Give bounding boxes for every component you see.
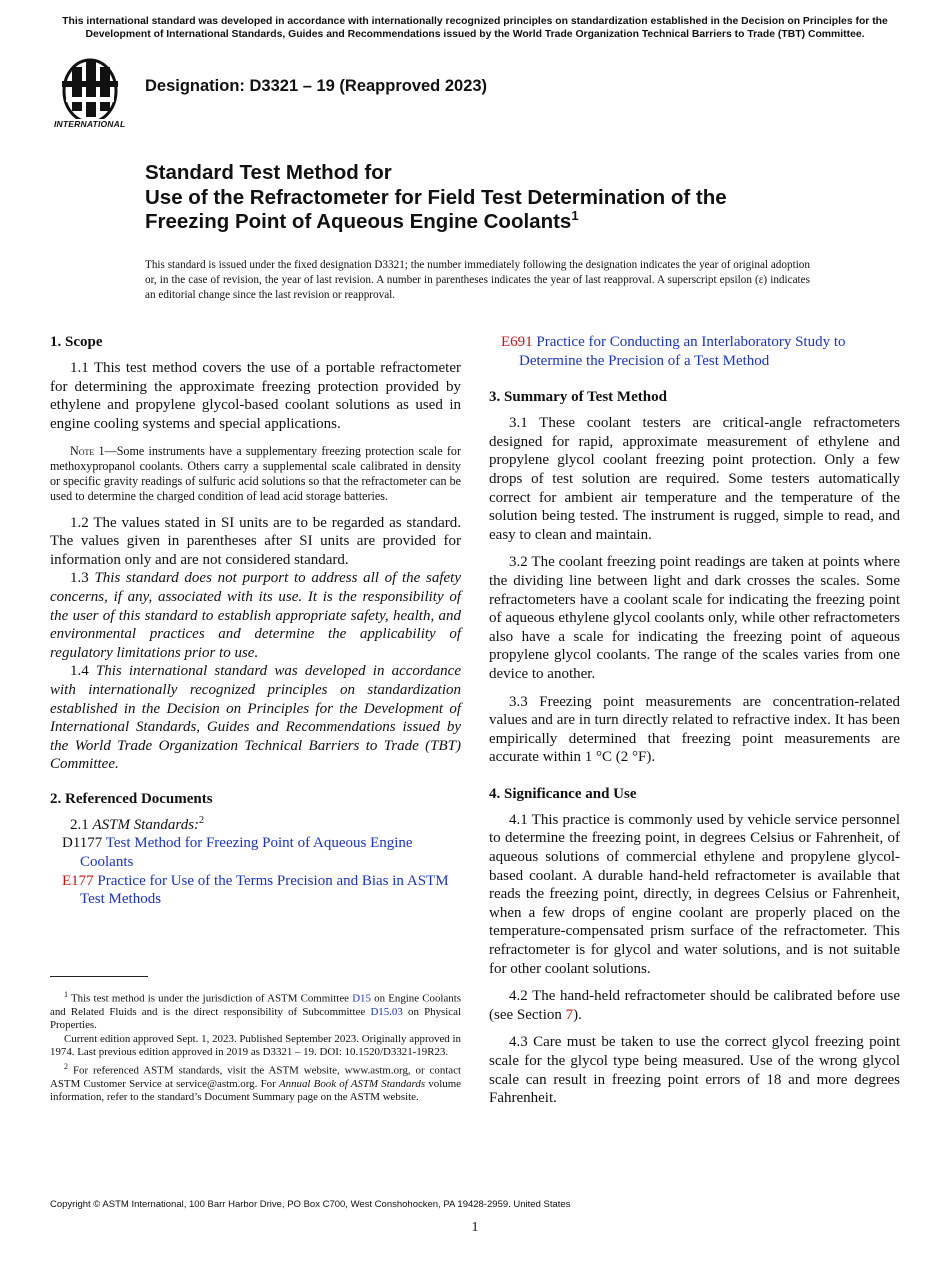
committee-d15-link[interactable]: D15 bbox=[352, 992, 371, 1005]
title-line-2: Use of the Refractometer for Field Test Determination of the bbox=[145, 185, 727, 209]
logo-wordmark: INTERNATIONAL bbox=[54, 119, 126, 129]
paragraph-4-2: 4.2 The hand-held refractometer should be calibrated before use (see Section 7). bbox=[489, 988, 900, 1023]
title-line-1: Standard Test Method for bbox=[145, 161, 392, 184]
section-2-heading: 2. Referenced Documents bbox=[50, 790, 213, 807]
paragraph-3-3: 3.3 Freezing point measurements are concentration-related values and are in turn directly related to refractive index. It has been empirically determined that freezing point measurements are accurate within 1 °C (2 °F). bbox=[489, 693, 900, 766]
international-standard-notice: This international standard was developed in accordance with internationally recognized principles on standardization established in the Decision on Principles for the Development of International Standards, Guides and Recommendations issued by the World Trade Organization Technical Barriers to Trade (TBT) Committee. bbox=[62, 16, 888, 40]
reference-d1177-link[interactable]: Test Method for Freezing Point of Aqueous Engine Coolants bbox=[80, 835, 413, 871]
title-footnote-mark: 1 bbox=[571, 208, 579, 223]
paragraph-2-1: 2.1 ASTM Standards:$^2$ bbox=[70, 814, 205, 833]
footnote-rule bbox=[50, 976, 148, 977]
section-4-heading: 4. Significance and Use bbox=[489, 785, 637, 802]
page-number: 1 bbox=[471, 1220, 479, 1235]
designation: Designation: D3321 – 19 (Reapproved 2023) bbox=[145, 77, 488, 95]
paragraph-3-2: 3.2 The coolant freezing point readings are taken at points where the dividing line between light and dark crosses the scales. Some refractometers have a coolant scale for indicating the freezing point of aqueous ethylene glycol coolants only, while other refractometers also have a scale for indicating the freezing point of aqueous propylene glycol coolants. The range of the scales varies from one device to another. bbox=[489, 554, 900, 682]
footnote-2: $^2$ For referenced ASTM standards, visit the ASTM website, www.astm.org, or contact ASTM Customer Service at service@astm.org. For Annual Book of ASTM Standards volume information, refer to the standard’s Document Summary page on the ASTM website. bbox=[50, 1061, 462, 1104]
document-title bbox=[145, 161, 865, 235]
paragraph-4-3: 4.3 Care must be taken to use the correct glycol freezing point scale for the glycol type being measured. Use of the wrong glycol scale can result in freezing point errors of 18 and more degrees Fahrenheit. bbox=[489, 1034, 900, 1107]
paragraph-4-1: 4.1 This practice is commonly used by vehicle service personnel to determine the freezing point, in degrees Celsius or Fahrenheit, of aqueous solutions of commercial ethylene and propylene glycol-based coolant. A durable hand-held refractometer is available that reads the freezing point, directly, in degrees Celsius or Fahrenheit, when a few drops of engine coolant are properly placed on the temperature-compensated prism surface of the refractometer. This refractometer is for glycol and water solutions, and is not suitable for other coolant solutions. bbox=[489, 811, 900, 977]
footnote-1: $^1$ This test method is under the jurisdiction of ASTM Committee D15 on Engine Coolants and Related Fluids and is the direct responsibility of Subcommittee D15.03 on Physical Properties. bbox=[50, 990, 461, 1032]
paragraph-1-4: 1.4 This international standard was developed in accordance with internationally recognized principles on standardization established in the Decision on Principles for the Development of International Standards, Guides and Recommendations issued by the World Trade Organization Technical Barriers to Trade (TBT) Committee. bbox=[50, 663, 462, 773]
reference-e177: E177 Practice for Use of the Terms Precision and Bias in ASTM Test Methods bbox=[62, 872, 449, 908]
footnotes bbox=[50, 988, 461, 1105]
reference-e691-link[interactable]: Practice for Conducting an Interlaboratory Study to Determine the Precision of a Test Method bbox=[519, 334, 846, 369]
paragraph-1-2: 1.2 The values stated in SI units are to be regarded as standard. The values given in parentheses after SI units are provided for information only and are not considered standard. bbox=[50, 514, 461, 568]
reference-d1177: D1177 Test Method for Freezing Point of Aqueous Engine Coolants bbox=[62, 835, 413, 871]
section-7-link[interactable]: 7 bbox=[565, 1006, 574, 1023]
section-1-heading: 1. Scope bbox=[50, 334, 103, 350]
title-line-3: Freezing Point of Aqueous Engine Coolants$^1$ bbox=[145, 208, 579, 233]
section-3-heading: 3. Summary of Test Method bbox=[489, 389, 667, 406]
paragraph-1-1: 1.1 This test method covers the use of a portable refractometer for determining the approximate freezing protection provided by ethylene and propylene glycol-based coolant solutions as used in engine cooling systems and special applications. bbox=[50, 360, 461, 432]
reference-e177-link[interactable]: Practice for Use of the Terms Precision and Bias in ASTM Test Methods bbox=[80, 872, 449, 908]
issuance-statement: This standard is issued under the fixed designation D3321; the number immediately following the designation indicates the year of original adoption or, in the case of revision, the year of last revision. A number in parentheses indicates the year of last reapproval. A superscript epsilon (ε) indicates an editorial change since the last revision or reapproval. bbox=[145, 259, 810, 302]
right-column bbox=[489, 333, 900, 1108]
paragraph-1-3: 1.3 This standard does not purport to address all of the safety concerns, if any, associated with its use. It is the responsibility of the user of this standard to establish appropriate safety, health, and environmental practices and determine the applicability of regulatory limitations prior to use. bbox=[50, 570, 462, 661]
reference-e691: E691 Practice for Conducting an Interlaboratory Study to Determine the Precision of a Test Method bbox=[501, 334, 846, 369]
left-column bbox=[50, 333, 461, 909]
subcommittee-d15-03-link[interactable]: D15.03 bbox=[370, 1006, 403, 1019]
footnote-1-edition: Current edition approved Sept. 1, 2023. Published September 2023. Originally approved in 1974. Last previous edition approved in 2019 as D3321 – 19. DOI: 10.1520/D3321-19R23. bbox=[50, 1032, 461, 1059]
note-1: Note 1—Some instruments have a supplementary freezing protection scale for methoxypropanol coolants. Others carry a supplemental scale calibrated in density or specific gravity readings of sulfuric acid solutions so that the refractometer can be used to determine the charged condition of lead acid storage batteries. bbox=[50, 444, 462, 503]
astm-logo bbox=[52, 55, 134, 133]
paragraph-3-1: 3.1 These coolant testers are critical-angle refractometers designed for rapid, approximate measurement of ethylene and propylene glycol coolant freezing point protection. Only a few drops of test solution are required. Some testers automatically correct for ambient air temperature and the temperature of the solution being tested. The instrument is rugged, simple to read, and easy to clean and maintain. bbox=[489, 415, 900, 543]
copyright-notice: Copyright © ASTM International, 100 Barr Harbor Drive, PO Box C700, West Conshohocken, PA 19428-2959. United States bbox=[50, 1199, 571, 1210]
